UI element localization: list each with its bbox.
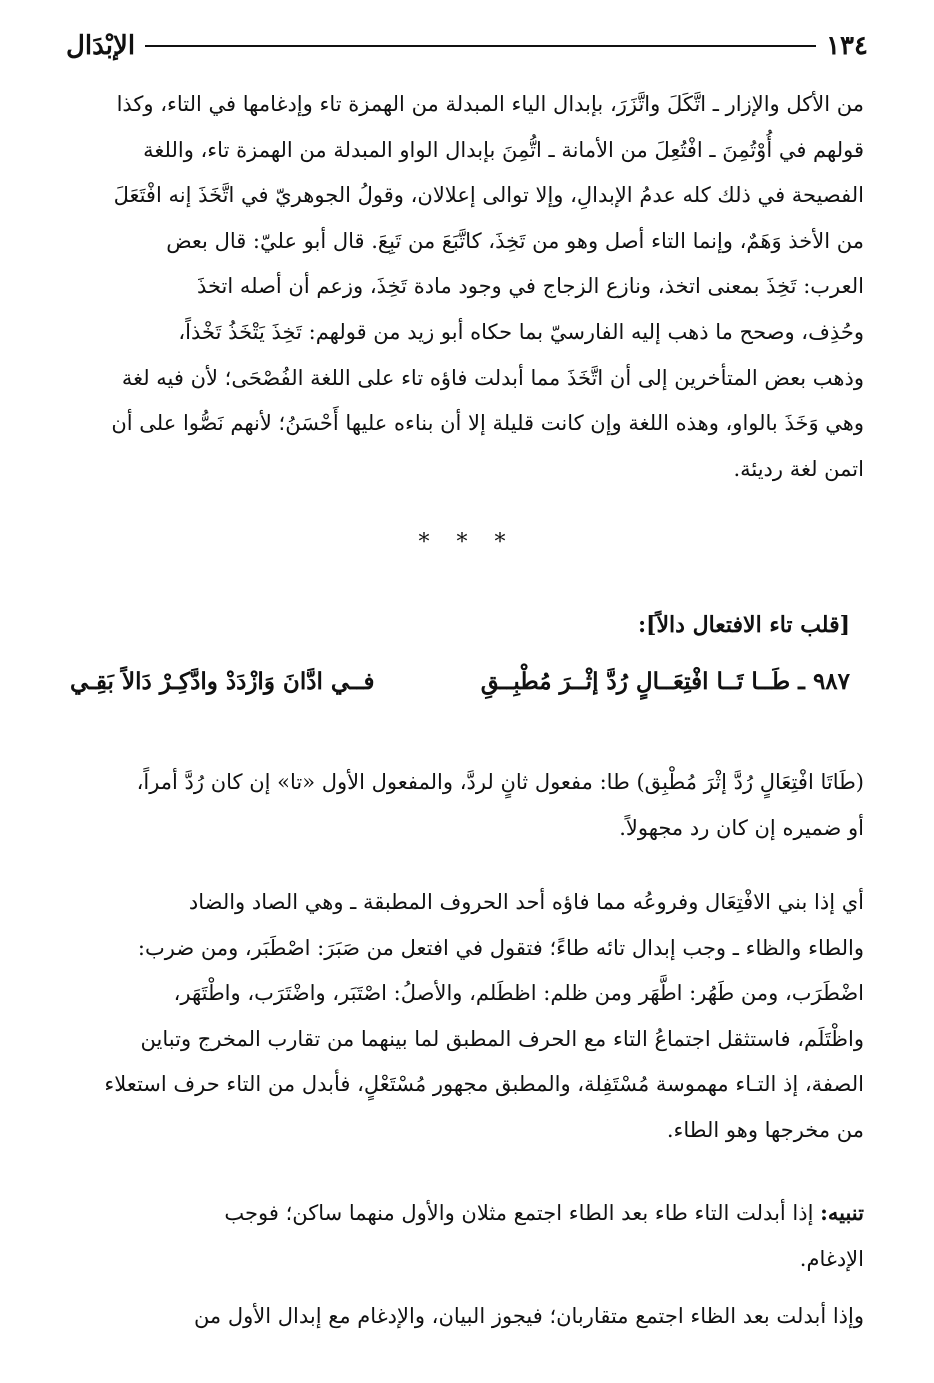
verse-987 [70,668,850,718]
text-line: والطاء والظاء ـ وجب إبدال تائه طاءً؛ فتقول في افتعل من صَبَرَ: اصْطَبَر، ومن ضرب: [137,935,864,960]
text-line: الصفة، إذ التـاء مهموسة مُسْتَفِلة، والمطبق مجهور مُسْتَعْلٍ، فأبدل من التاء حرف استعلاء [104,1072,864,1097]
running-header [66,26,868,66]
text-line: واظْتَلَم، فاستثقل اجتماعُ التاء مع الحرف المطبق لما بينهما من تقارب المخرج وتباين [140,1026,864,1051]
note-paragraph [68,1190,864,1282]
text-line: الإدغام. [799,1246,864,1271]
text-line: اضْطَرَب، ومن طَهُر: اطَّهَر ومن ظلم: اظطَلم، والأصلُ: اصْتَبَر، واضْتَرَب، واطْتَهَر، [173,981,864,1006]
text-line: من الأخذ وَهَمٌ، وإنما التاء أصل وهو من تَخِذَ، كاتَّبَعَ من تَبِعَ. قال أبو عليّ: قال بعض [166,228,864,253]
note-text: إذا أبدلت التاء طاء بعد الطاء اجتمع مثلان والأول منهما ساكن؛ فوجب [224,1201,821,1225]
text-line: وإذا أبدلت بعد الظاء اجتمع متقاربان؛ فيجوز البيان، والإدغام مع إبدال الأول من [193,1304,864,1328]
paragraph-ibdal-continuation [68,82,864,492]
section-separator: * * * [418,530,516,555]
text-line: أو ضميره إن كان رد مجهولاً. [619,815,864,840]
text-line: أي إذا بني الافْتِعَال وفروعُه مما فاؤه أحد الحروف المطبقة ـ وهي الصاد والضاد [188,890,864,914]
text-line: اتمن لغة رديئة. [733,456,864,481]
note-label: تنبيه: [820,1200,864,1225]
final-paragraph [68,1294,864,1340]
chapter-title: الإبْدَال [66,31,136,61]
text-line: من الأكل والإزار ـ اتَّكَلَ واتَّزَرَ، بإبدال الياء المبدلة من الهمزة تاء وإدغامها في التاء، وكذا [116,92,864,116]
verse-second-hemistich: فــي ادَّانَ وَازْدَدْ وادَّكِـرْ دَالاً بَقِـي [70,668,375,695]
text-line: قولهم في أُوْتُمِنَ ـ افْتُعِلَ من الأمانة ـ اتُّمِنَ بإبدال الواو المبدلة من الهمزة تاء، واللغة [143,137,864,162]
page-number: ١٣٤ [826,31,868,61]
text-line: وهي وَخَذَ بالواو، وهذه اللغة وإن كانت قليلة إلا أن بناءه عليها أَحْسَنُ؛ لأنهم نَصُّوا على أن [111,411,864,436]
text-line: (طَاتَا افْتِعَالٍ رُدَّ إثْرَ مُطْبِق) طا: مفعول ثانٍ لردَّ، والمفعول الأول «تا» إن كان رُدَّ أمراً، [136,770,864,794]
text-line: وذهب بعض المتأخرين إلى أن اتَّخَذَ مما أبدلت فاؤه تاء على اللغة الفُصْحَى؛ لأن فيه لغة [121,365,864,390]
text-line: من مخرجها وهو الطاء. [666,1117,864,1142]
text-line: الفصيحة في ذلك كله عدمُ الإبدالِ، وإلا توالى إعلالان، وقولُ الجوهريّ في اتَّخَذَ إنه افْتَعَلَ [113,183,864,208]
text-line: وحُذِف، وصحح ما ذهب إليه الفارسيّ بما حكاه أبو زيد من قولهم: تَخِذَ يَتْخَذُ تَخْذاً، [178,319,864,344]
section-title: [قلب تاء الافتعال دالاً]: [637,612,850,638]
text-line [68,1190,864,1237]
explanation-paragraph [68,880,864,1154]
header-rule [145,45,816,47]
verse-commentary [68,760,864,851]
verse-first-hemistich: ٩٨٧ ـ طَــا تَــا افْتِعَــالٍ رُدَّ إثْــرَ مُطْبِــقِ [480,668,850,695]
text-line: العرب: تَخِذَ بمعنى اتخذ، ونازع الزجاج في وجود مادة تَخِذَ، وزعم أن أصله اتخذَ [196,274,864,299]
